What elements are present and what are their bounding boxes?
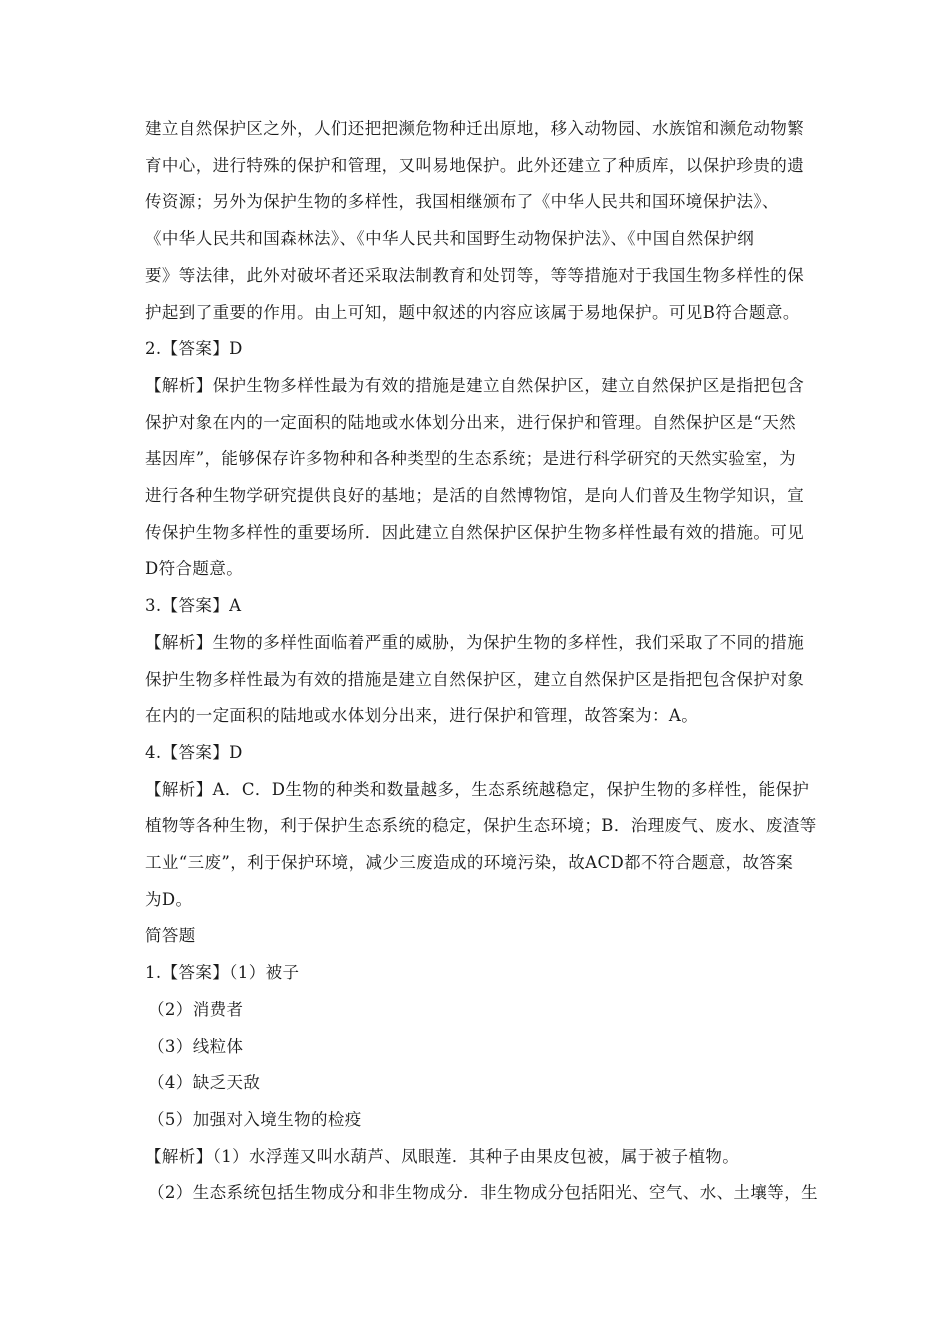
- text-line: 植物等各种生物，利于保护生态系统的稳定，保护生态环境；B．治理废气、废水、废渣等: [145, 816, 817, 836]
- text-line: 【解析】（1）水浮莲又叫水葫芦、凤眼莲．其种子由果皮包被，属于被子植物。: [145, 1146, 740, 1166]
- text-line: 【解析】保护生物多样性最为有效的措施是建立自然保护区，建立自然保护区是指把包含: [145, 375, 805, 395]
- text-line: （4）缺乏天敌: [148, 1073, 261, 1093]
- text-line: （3）线粒体: [148, 1036, 244, 1056]
- text-line: 【解析】生物的多样性面临着严重的威胁，为保护生物的多样性，我们采取了不同的措施: [145, 632, 805, 652]
- text-line: 育中心，进行特殊的保护和管理，又叫易地保护。此外还建立了种质库，以保护珍贵的遗: [145, 155, 805, 175]
- text-line: 【解析】A．C．D生物的种类和数量越多，生态系统越稳定，保护生物的多样性，能保护: [145, 779, 810, 799]
- text-line: 1.【答案】（1）被子: [145, 963, 300, 983]
- text-line: 基因库”，能够保存许多物种和各种类型的生态系统；是进行科学研究的天然实验室，为: [145, 449, 797, 469]
- text-line: 《中华人民共和国森林法》、《中华人民共和国野生动物保护法》、《中国自然保护纲: [145, 229, 755, 249]
- text-line: 护起到了重要的作用。由上可知，题中叙述的内容应该属于易地保护。可见B符合题意。: [145, 302, 800, 322]
- text-line: 在内的一定面积的陆地或水体划分出来，进行保护和管理，故答案为：A。: [145, 706, 699, 726]
- text-line: 传保护生物多样性的重要场所．因此建立自然保护区保护生物多样性最有效的措施。可见: [145, 522, 805, 542]
- text-line: 保护生物多样性最为有效的措施是建立自然保护区，建立自然保护区是指把包含保护对象: [145, 669, 805, 689]
- text-line: 工业“三废”，利于保护环境，减少三废造成的环境污染，故ACD都不符合题意，故答案: [145, 853, 794, 872]
- text-line: 2.【答案】D: [145, 339, 243, 359]
- text-line: 传资源；另外为保护生物的多样性，我国相继颁布了《中华人民共和国环境保护法》、: [145, 192, 779, 212]
- text-line: （2）消费者: [148, 999, 244, 1019]
- text-line: D符合题意。: [145, 559, 244, 579]
- text-line: 建立自然保护区之外，人们还把把濒危物种迁出原地，移入动物园、水族馆和濒危动物繁: [145, 119, 805, 138]
- text-line: 为D。: [145, 889, 193, 909]
- text-line: 保护对象在内的一定面积的陆地或水体划分出来，进行保护和管理。自然保护区是“天然: [145, 412, 797, 432]
- text-line: 简答题: [145, 926, 196, 946]
- text-line: 要》等法律，此外对破坏者还采取法制教育和处罚等，等等措施对于我国生物多样性的保: [145, 265, 805, 285]
- text-line: （5）加强对入境生物的检疫: [148, 1109, 362, 1129]
- text-line: 3.【答案】A: [145, 596, 242, 616]
- text-line: 4.【答案】D: [145, 742, 243, 762]
- text-line: （2）生态系统包括生物成分和非生物成分．非生物成分包括阳光、空气、水、土壤等，生: [148, 1183, 818, 1203]
- text-line: 进行各种生物学研究提供良好的基地；是活的自然博物馆，是向人们普及生物学知识，宣: [145, 486, 805, 505]
